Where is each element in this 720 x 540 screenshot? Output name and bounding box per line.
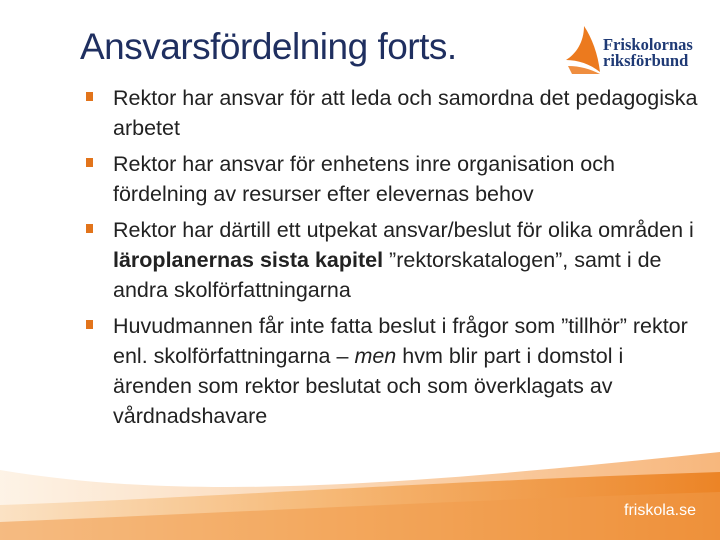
slide-title: Ansvarsfördelning forts. <box>80 26 457 67</box>
square-bullet-icon <box>86 92 93 101</box>
bullet-item <box>84 83 704 143</box>
sail-logo-icon <box>562 24 604 76</box>
bullet-item <box>84 311 704 431</box>
bullet-text: Rektor har ansvar för att leda och samordna det pedagogiska arbetet <box>113 86 698 140</box>
bullet-text-tail: ”rektorskatalogen”, samt i de andra skolförfattningarna <box>113 248 662 302</box>
logo-line-1: Friskolornas <box>603 35 693 54</box>
bullet-text-tail: hvm blir part i domstol i ärenden som rektor beslutat och som överklagats av vårdnadshavare <box>113 344 624 428</box>
footer-website-link[interactable]: friskola.se <box>624 502 697 519</box>
bullet-item <box>84 149 704 209</box>
square-bullet-icon <box>86 224 93 233</box>
bullet-text-italic: men <box>354 344 397 368</box>
bullet-list <box>84 83 704 437</box>
logo-text <box>603 37 693 69</box>
square-bullet-icon <box>86 320 93 329</box>
bullet-text-lead: Rektor har därtill ett utpekat ansvar/beslut för olika områden i <box>113 218 694 242</box>
bullet-text-lead: Huvudmannen får inte fatta beslut i frågor som ”tillhör” rektor enl. skolförfattningarna – <box>113 314 688 368</box>
square-bullet-icon <box>86 158 93 167</box>
bullet-text-bold: läroplanernas sista kapitel <box>113 248 384 272</box>
logo-line-2: riksförbund <box>603 51 689 70</box>
bullet-item <box>84 215 704 305</box>
friskolornas-riksforbund-logo <box>562 24 702 80</box>
bullet-text: Rektor har ansvar för enhetens inre organisation och fördelning av resurser efter elevernas behov <box>113 152 615 206</box>
